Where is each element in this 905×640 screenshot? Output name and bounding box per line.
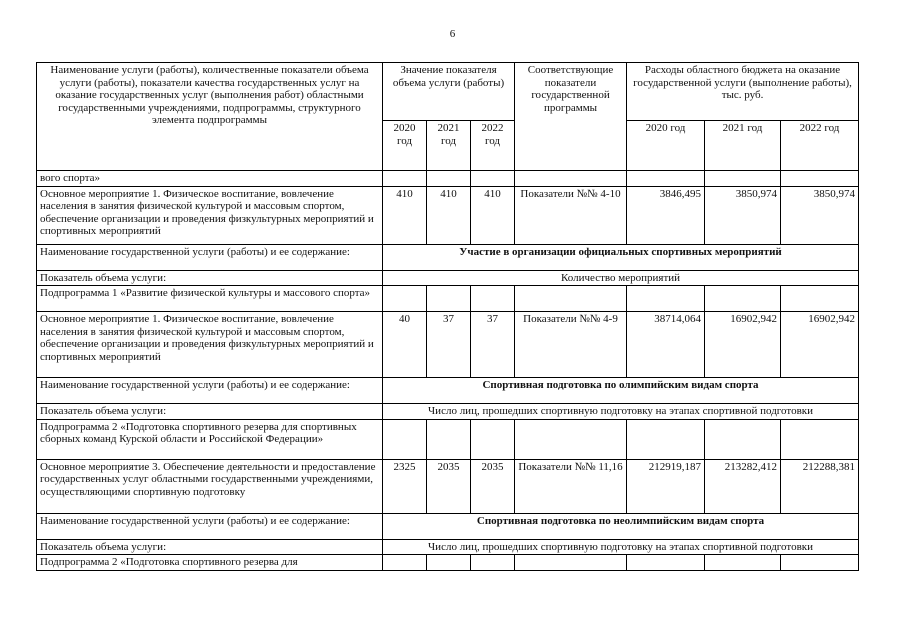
header-year-cell: 2022 год [471,121,515,171]
empty-cell [705,555,781,571]
row-label-cell: Показатель объема услуги: [37,270,383,286]
row-label-cell: Наименование государственной услуги (работы) и ее содержание: [37,513,383,539]
volume-2021-cell: 2035 [427,459,471,513]
empty-cell [627,419,705,459]
empty-cell [781,419,859,459]
table-row [37,378,859,404]
row-label-cell: Показатель объема услуги: [37,539,383,555]
budget-table [36,62,859,571]
expense-2022-cell: 16902,942 [781,312,859,378]
volume-2022-cell: 2035 [471,459,515,513]
empty-cell [383,286,427,312]
volume-2020-cell: 40 [383,312,427,378]
expense-2020-cell: 212919,187 [627,459,705,513]
empty-cell [781,171,859,187]
empty-cell [515,419,627,459]
header-year-cell: 2020 год [383,121,427,171]
table-row [37,312,859,378]
row-label-cell: Показатель объема услуги: [37,404,383,420]
table-row [37,419,859,459]
row-label-cell: Наименование государственной услуги (работы) и ее содержание: [37,244,383,270]
empty-cell [471,555,515,571]
empty-cell [515,555,627,571]
empty-cell [471,171,515,187]
empty-cell [427,555,471,571]
table-row [37,555,859,571]
expense-2021-cell: 213282,412 [705,459,781,513]
empty-cell [705,286,781,312]
row-label-cell: Основное мероприятие 1. Физическое воспитание, вовлечение населения в занятия физической культурой и массовым спортом, обеспечение организации и проведения физкультурных мероприятий и спортивных мероприятий [37,312,383,378]
expense-2020-cell: 3846,495 [627,186,705,244]
table-row [37,539,859,555]
empty-cell [781,555,859,571]
header-year-cell: 2020 год [627,121,705,171]
expense-2021-cell: 16902,942 [705,312,781,378]
row-label-cell: Подпрограмма 2 «Подготовка спортивного резерва для спортивных сборных команд Курской области и Российской Федерации» [37,419,383,459]
header-year-cell: 2022 год [781,121,859,171]
expense-2022-cell: 3850,974 [781,186,859,244]
empty-cell [471,286,515,312]
table-row [37,186,859,244]
table-row [37,459,859,513]
volume-2020-cell: 2325 [383,459,427,513]
empty-cell [627,171,705,187]
expense-2020-cell: 38714,064 [627,312,705,378]
empty-cell [705,171,781,187]
row-label-cell: вого спорта» [37,171,383,187]
volume-2022-cell: 410 [471,186,515,244]
row-label-cell: Наименование государственной услуги (работы) и ее содержание: [37,378,383,404]
header-volume-cell: Значение показателя объема услуги (работы) [383,63,515,121]
spanning-cell: Количество мероприятий [383,270,859,286]
volume-2022-cell: 37 [471,312,515,378]
header-indicators-cell: Соответствующие показатели государственной программы [515,63,627,171]
indicators-cell: Показатели №№ 11,16 [515,459,627,513]
header-year-cell: 2021 год [427,121,471,171]
row-label-cell: Основное мероприятие 1. Физическое воспитание, вовлечение населения в занятия физической культурой и массовым спортом, обеспечение организации и проведения физкультурных мероприятий и спортивных мероприятий [37,186,383,244]
empty-cell [383,171,427,187]
header-row [37,63,859,121]
row-label-cell: Подпрограмма 1 «Развитие физической культуры и массового спорта» [37,286,383,312]
table-row [37,244,859,270]
expense-2021-cell: 3850,974 [705,186,781,244]
empty-cell [627,555,705,571]
empty-cell [471,419,515,459]
spanning-cell: Участие в организации официальных спортивных мероприятий [383,244,859,270]
empty-cell [383,419,427,459]
volume-2021-cell: 37 [427,312,471,378]
table-row [37,171,859,187]
spanning-cell: Спортивная подготовка по олимпийским видам спорта [383,378,859,404]
spanning-cell: Число лиц, прошедших спортивную подготовку на этапах спортивной подготовки [383,539,859,555]
spanning-cell: Спортивная подготовка по неолимпийским видам спорта [383,513,859,539]
empty-cell [383,555,427,571]
header-name-cell: Наименование услуги (работы), количественные показатели объема услуги (работы), показатели качества государственных услуг на оказание государственных услуг (выполнения работ) областными государственными учреждениями, подпрограммы, структурного элемента подпрограммы [37,63,383,171]
row-label-cell: Основное мероприятие 3. Обеспечение деятельности и предоставление государственных услуг областными государственными учреждениями, осуществляющими спортивную подготовку [37,459,383,513]
empty-cell [627,286,705,312]
expense-2022-cell: 212288,381 [781,459,859,513]
table-row [37,404,859,420]
empty-cell [427,171,471,187]
row-label-cell: Подпрограмма 2 «Подготовка спортивного резерва для [37,555,383,571]
table-row [37,286,859,312]
empty-cell [427,286,471,312]
indicators-cell: Показатели №№ 4-10 [515,186,627,244]
volume-2020-cell: 410 [383,186,427,244]
header-expenses-cell: Расходы областного бюджета на оказание государственной услуги (выполнение работы), тыс. руб. [627,63,859,121]
spanning-cell: Число лиц, прошедших спортивную подготовку на этапах спортивной подготовки [383,404,859,420]
header-year-cell: 2021 год [705,121,781,171]
empty-cell [427,419,471,459]
empty-cell [705,419,781,459]
table-row [37,270,859,286]
volume-2021-cell: 410 [427,186,471,244]
page-number: 6 [449,28,456,40]
empty-cell [515,171,627,187]
indicators-cell: Показатели №№ 4-9 [515,312,627,378]
table-row [37,513,859,539]
empty-cell [781,286,859,312]
empty-cell [515,286,627,312]
